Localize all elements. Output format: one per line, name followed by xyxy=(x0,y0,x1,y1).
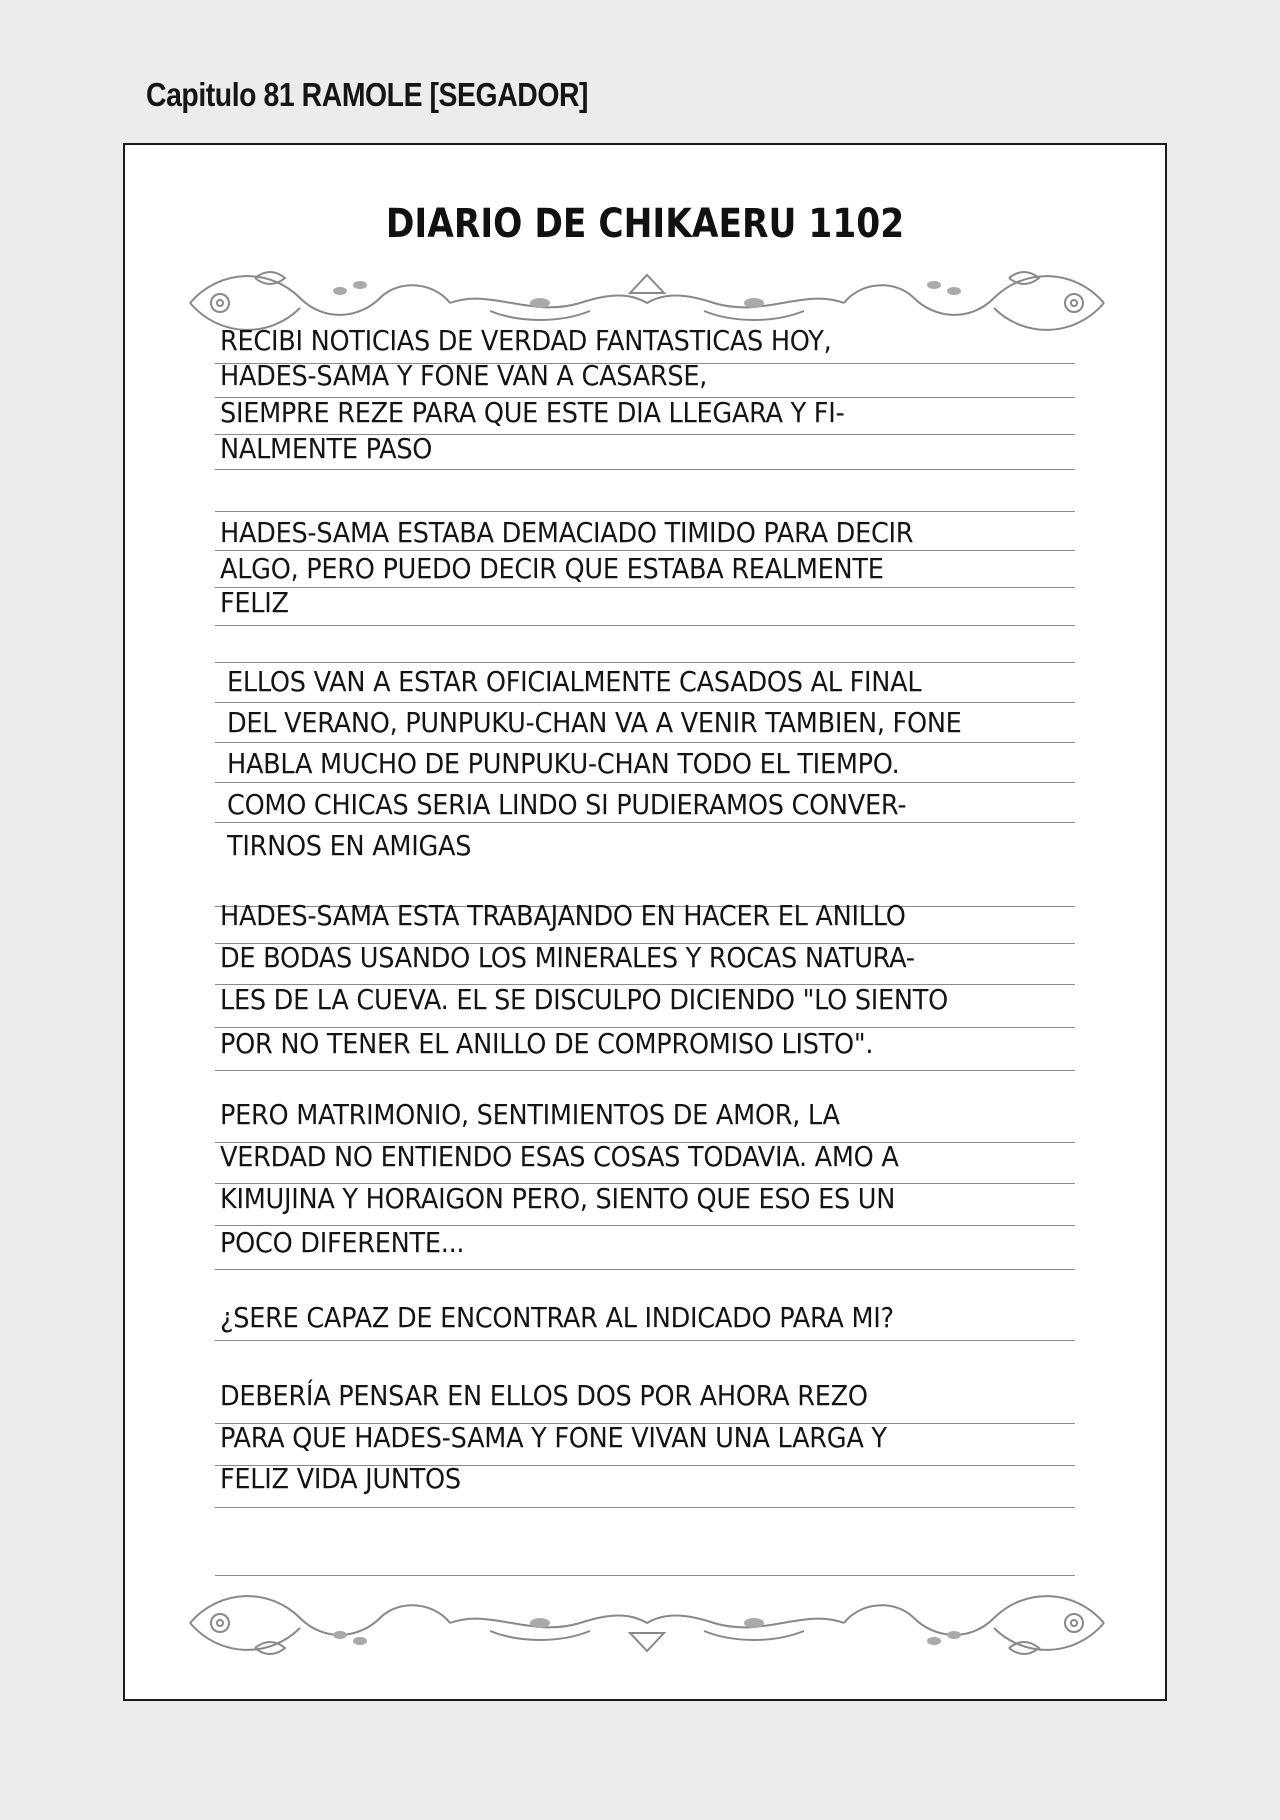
diary-line: DE BODAS USANDO LOS MINERALES Y ROCAS NATURA- xyxy=(220,942,915,974)
diary-line: HADES-SAMA ESTA TRABAJANDO EN HACER EL ANILLO xyxy=(220,900,906,932)
diary-line: DEBERÍA PENSAR EN ELLOS DOS POR AHORA REZO xyxy=(220,1380,868,1412)
diary-line: RECIBI NOTICIAS DE VERDAD FANTASTICAS HOY, xyxy=(220,325,832,357)
diary-line: PARA QUE HADES-SAMA Y FONE VIVAN UNA LARGA Y xyxy=(220,1422,887,1454)
diary-line: SIEMPRE REZE PARA QUE ESTE DIA LLEGARA Y FI- xyxy=(220,397,845,429)
diary-line: POCO DIFERENTE... xyxy=(220,1227,465,1259)
diary-line: VERDAD NO ENTIENDO ESAS COSAS TODAVIA. AMO A xyxy=(220,1141,899,1173)
diary-line: DEL VERANO, PUNPUKU-CHAN VA A VENIR TAMBIEN, FONE xyxy=(227,707,962,739)
diary-line: HADES-SAMA ESTABA DEMACIADO TIMIDO PARA DECIR xyxy=(220,517,914,549)
diary-line: FELIZ xyxy=(220,587,289,619)
diary-line: HADES-SAMA Y FONE VAN A CASARSE, xyxy=(220,360,708,392)
diary-line: ¿SERE CAPAZ DE ENCONTRAR AL INDICADO PARA MI? xyxy=(220,1302,894,1334)
diary-line: KIMUJINA Y HORAIGON PERO, SIENTO QUE ESO ES UN xyxy=(220,1183,896,1215)
diary-line: LES DE LA CUEVA. EL SE DISCULPO DICIENDO "LO SIENTO xyxy=(220,984,948,1016)
diary-line: ALGO, PERO PUEDO DECIR QUE ESTABA REALMENTE xyxy=(220,553,884,585)
diary-line: POR NO TENER EL ANILLO DE COMPROMISO LISTO". xyxy=(220,1028,874,1060)
diary-page xyxy=(123,143,1167,1701)
diary-title: DIARIO DE CHIKAERU 1102 xyxy=(385,201,905,247)
ornament-bottom-icon xyxy=(160,1583,1134,1663)
diary-line: HABLA MUCHO DE PUNPUKU-CHAN TODO EL TIEMPO. xyxy=(227,748,900,780)
diary-line: TIRNOS EN AMIGAS xyxy=(227,830,472,862)
diary-line: ELLOS VAN A ESTAR OFICIALMENTE CASADOS AL FINAL xyxy=(227,666,922,698)
diary-line: FELIZ VIDA JUNTOS xyxy=(220,1463,461,1495)
diary-line: NALMENTE PASO xyxy=(220,433,433,465)
diary-line: COMO CHICAS SERIA LINDO SI PUDIERAMOS CONVER- xyxy=(227,789,907,821)
chapter-heading: Capitulo 81 RAMOLE [SEGADOR] xyxy=(146,76,589,113)
diary-line: PERO MATRIMONIO, SENTIMIENTOS DE AMOR, LA xyxy=(220,1099,840,1131)
